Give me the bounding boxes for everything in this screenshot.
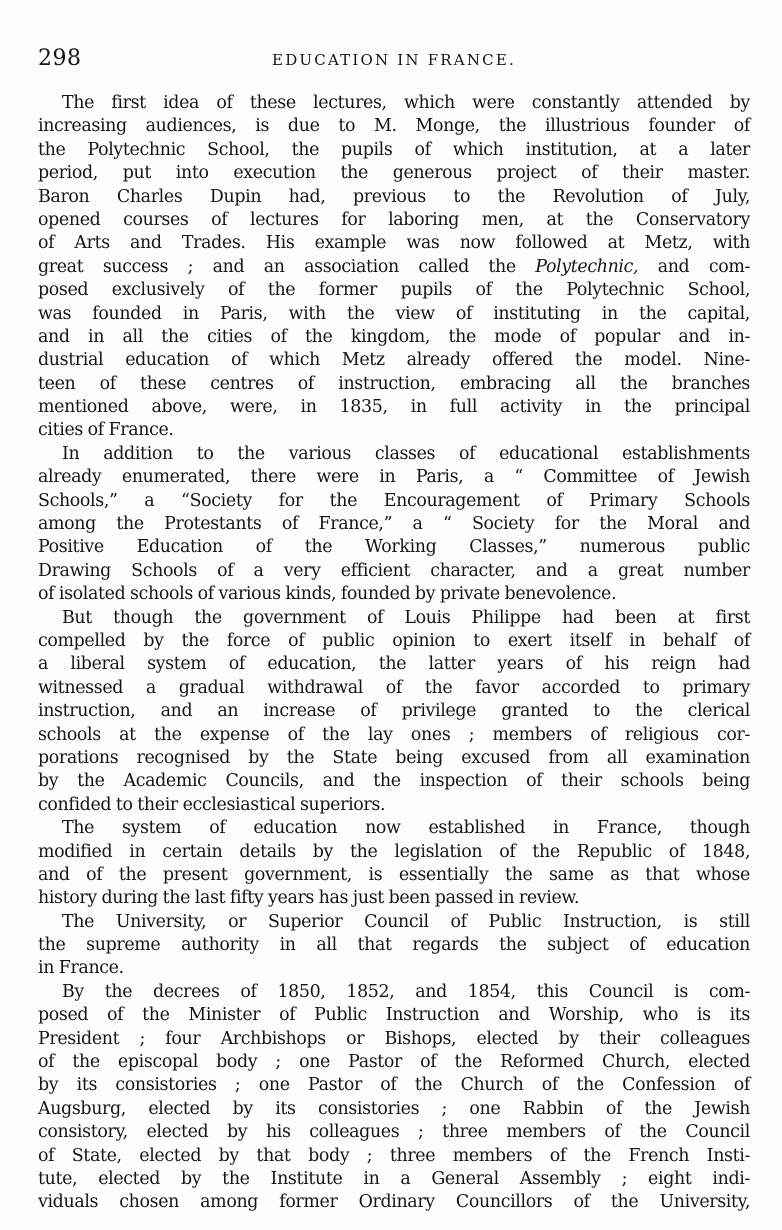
text-line: posed of the Minister of Public Instruction and Worship, who is its bbox=[38, 1005, 750, 1026]
text-line bbox=[38, 256, 750, 279]
text-line: porations recognised by the State being excused from all examination bbox=[38, 747, 750, 768]
italic-term: Polytechnic, bbox=[535, 256, 639, 277]
text-line: schools at the expense of the lay ones ; members of religious cor- bbox=[38, 724, 750, 745]
text-line: instruction, and an increase of privilege granted to the clerical bbox=[38, 701, 750, 722]
paragraph bbox=[38, 911, 750, 981]
text-line: and in all the cities of the kingdom, the mode of popular and in- bbox=[38, 326, 750, 347]
text-line: Schools,” a “Society for the Encouragement of Primary Schools bbox=[38, 490, 750, 511]
text-line: mentioned above, were, in 1835, in full activity in the principal bbox=[38, 397, 750, 418]
text-line: already enumerated, there were in Paris, a “ Committee of Jewish bbox=[38, 467, 750, 488]
text-line: history during the last fifty years has just been passed in review. bbox=[38, 888, 580, 909]
text-line: By the decrees of 1850, 1852, and 1854, this Council is com- bbox=[62, 981, 750, 1002]
text-line: among the Protestants of France,” a “ Society for the Moral and bbox=[38, 514, 750, 535]
text-segment: great success ; and an association called the bbox=[38, 256, 536, 277]
text-line: Positive Education of the Working Classes,” numerous public bbox=[38, 537, 750, 558]
paragraph bbox=[38, 607, 750, 818]
text-line: cities of France. bbox=[38, 420, 174, 441]
text-line: tute, elected by the Institute in a General Assembly ; eight indi- bbox=[38, 1168, 750, 1189]
text-segment: and com- bbox=[638, 256, 751, 277]
text-line: of the episcopal body ; one Pastor of the Reformed Church, elected bbox=[38, 1052, 750, 1073]
text-line: dustrial education of which Metz already offered the model. Nine- bbox=[38, 350, 750, 371]
text-line: confided to their ecclesiastical superiors. bbox=[38, 794, 386, 815]
text-line: the Polytechnic School, the pupils of which institution, at a later bbox=[38, 139, 750, 160]
text-line: President ; four Archbishops or Bishops, elected by their colleagues bbox=[38, 1028, 750, 1049]
text-line: the supreme authority in all that regards the subject of education bbox=[38, 935, 750, 956]
running-head: EDUCATION IN FRANCE. bbox=[272, 51, 516, 69]
text-line: modified in certain details by the legislation of the Republic of 1848, bbox=[38, 841, 750, 862]
text-line: period, put into execution the generous project of their master. bbox=[38, 163, 750, 184]
text-line: in France. bbox=[38, 958, 124, 979]
text-line: a liberal system of education, the latter years of his reign had bbox=[38, 654, 750, 675]
text-line: and of the present government, is essentially the same as that whose bbox=[38, 864, 750, 885]
text-line: of Arts and Trades. His example was now followed at Metz, with bbox=[38, 233, 750, 254]
text-line: Drawing Schools of a very efficient character, and a great number bbox=[38, 560, 750, 581]
text-line: of isolated schools of various kinds, founded by private benevolence. bbox=[38, 584, 617, 605]
text-line: The University, or Superior Council of Public Instruction, is still bbox=[62, 911, 750, 932]
text-line: by the Academic Councils, and the inspection of their schools being bbox=[38, 771, 750, 792]
body-text bbox=[38, 92, 750, 1215]
text-line: increasing audiences, is due to M. Monge, the illustrious founder of bbox=[38, 116, 750, 137]
text-line: witnessed a gradual withdrawal of the favor accorded to primary bbox=[38, 677, 750, 698]
text-line: posed exclusively of the former pupils of the Polytechnic School, bbox=[38, 280, 750, 301]
text-line: In addition to the various classes of educational establishments bbox=[62, 443, 750, 464]
paragraph bbox=[38, 981, 750, 1215]
text-line: of State, elected by that body ; three members of the French Insti- bbox=[38, 1145, 750, 1166]
text-line: opened courses of lectures for laboring men, at the Conservatory bbox=[38, 209, 750, 230]
text-line: But though the government of Louis Philippe had been at first bbox=[62, 607, 750, 628]
text-line: consistory, elected by his colleagues ; three members of the Council bbox=[38, 1122, 750, 1143]
paragraph bbox=[38, 817, 750, 911]
text-line: Baron Charles Dupin had, previous to the Revolution of July, bbox=[38, 186, 750, 207]
text-line: Augsburg, elected by its consistories ; one Rabbin of the Jewish bbox=[38, 1098, 750, 1119]
text-line: by its consistories ; one Pastor of the Church of the Confession of bbox=[38, 1075, 750, 1096]
text-line: compelled by the force of public opinion to exert itself in behalf of bbox=[38, 630, 750, 651]
text-line: teen of these centres of instruction, embracing all the branches bbox=[38, 373, 750, 394]
paragraph bbox=[38, 92, 750, 443]
paragraph bbox=[38, 443, 750, 607]
page-number: 298 bbox=[38, 46, 82, 71]
text-line: The system of education now established in France, though bbox=[62, 818, 750, 839]
page-header bbox=[38, 46, 750, 78]
text-line: The first idea of these lectures, which were constantly attended by bbox=[62, 93, 750, 113]
text-line: viduals chosen among former Ordinary Councillors of the University, bbox=[38, 1192, 750, 1213]
text-line: was founded in Paris, with the view of instituting in the capital, bbox=[38, 303, 750, 324]
